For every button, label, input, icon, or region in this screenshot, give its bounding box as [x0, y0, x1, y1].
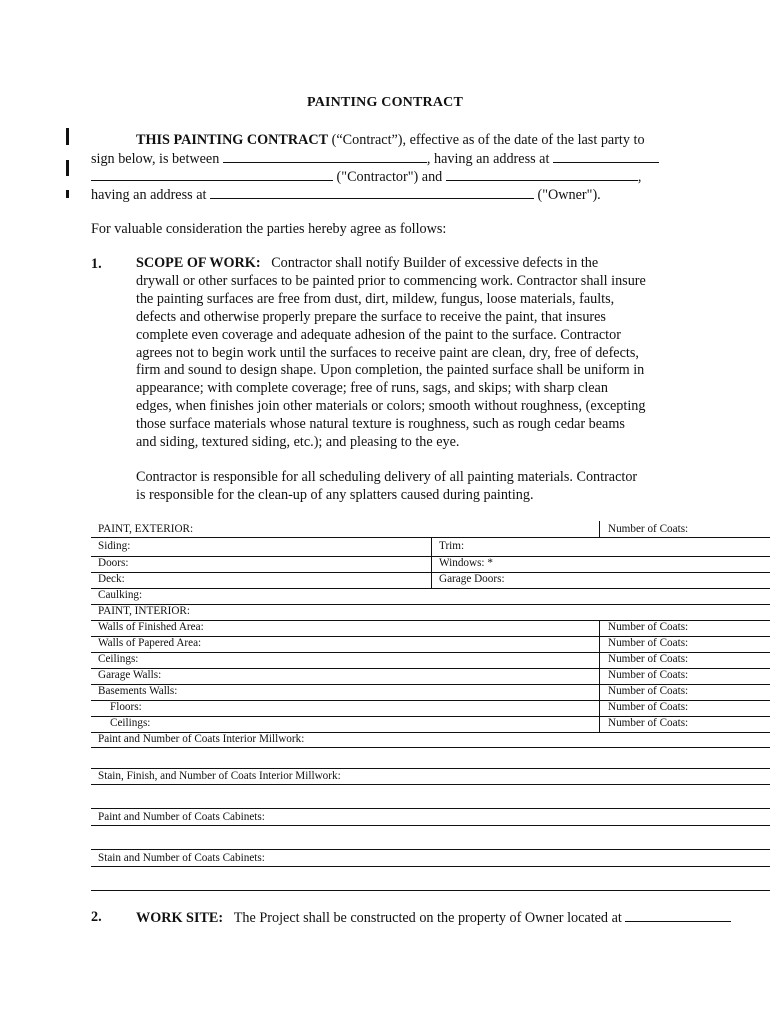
interior-row-label: Walls of Finished Area: [98, 621, 204, 633]
interior-row-coats: Number of Coats: [608, 701, 689, 713]
scope-line: edges, when finishes join other materials or colors; smooth without roughness, (excepting [136, 398, 646, 415]
trim-label: Trim: [439, 540, 465, 552]
doors-label: Doors: [98, 557, 129, 569]
millwork-paint-label: Paint and Number of Coats Interior Millwork: [98, 733, 305, 745]
intro-line2-a: sign below, is between [91, 151, 220, 167]
interior-row-label: Ceilings: [110, 717, 151, 729]
scope-line: defects and otherwise properly prepare the surface to receive the paint, that insures [136, 308, 606, 325]
scope-line: the painting surfaces are free from dust, dirt, mildew, fungus, loose materials, faults, [136, 290, 615, 307]
owner-name-field[interactable] [446, 167, 638, 181]
interior-row-label: Walls of Papered Area: [98, 637, 202, 649]
margin-mark [66, 128, 69, 145]
paint-spec-table [91, 520, 770, 892]
section-1-heading: SCOPE OF WORK: [136, 255, 261, 271]
garage-doors-label: Garage Doors: [439, 573, 505, 585]
intro-line1-text: (“Contract”), effective as of the date of the last party to [328, 132, 645, 148]
section-2-line [136, 908, 731, 927]
owner-address-field[interactable] [210, 185, 534, 199]
scope-line: agrees not to begin work until the surfaces to receive paint are clean, dry, free of defects, [136, 344, 639, 361]
contractor-address-cont-field[interactable] [91, 167, 333, 181]
scope-para2-line: is responsible for the clean-up of any splatters caused during painting. [136, 486, 534, 503]
intro-line3-b: , [637, 169, 642, 185]
intro-line2-b: , having an address at [426, 151, 550, 167]
intro-line3-a: ("Contractor") and [336, 169, 443, 185]
interior-row-coats: Number of Coats: [608, 637, 689, 649]
intro-line-3 [91, 167, 641, 186]
intro-line-1 [136, 131, 645, 149]
exterior-number-of-coats: Number of Coats: [608, 523, 689, 535]
section-1-body [136, 255, 696, 505]
scope-line: those surface materials whose natural texture is roughness, such as rough cedar beams [136, 416, 625, 433]
intro-line4-a: having an address at [91, 187, 207, 203]
scope-line: appearance; with complete coverage; free of runs, sags, and skips; with sharp clean [136, 380, 608, 397]
page-title: PAINTING CONTRACT [307, 95, 463, 110]
paint-interior-header: PAINT, INTERIOR: [98, 605, 190, 617]
margin-mark [66, 190, 69, 198]
intro-bold-lead: THIS PAINTING CONTRACT [136, 132, 329, 148]
intro-line4-b: ("Owner"). [537, 187, 601, 203]
section-2-number: 2. [91, 909, 102, 925]
interior-row-coats: Number of Coats: [608, 653, 689, 665]
intro-line-4 [91, 185, 601, 204]
contractor-address-field[interactable] [553, 149, 659, 163]
interior-row-label: Ceilings: [98, 653, 139, 665]
interior-row-label: Basements Walls: [98, 685, 178, 697]
scope-line: drywall or other surfaces to be painted prior to commencing work. Contractor shall insure [136, 272, 646, 289]
interior-row-coats: Number of Coats: [608, 669, 689, 681]
consideration-text: For valuable consideration the parties hereby agree as follows: [91, 221, 447, 237]
contractor-name-field[interactable] [223, 149, 427, 163]
cabinets-paint-label: Paint and Number of Coats Cabinets: [98, 811, 265, 823]
scope-line: firm and sound to design shape. Upon completion, the painted surface shall be uniform in [136, 362, 645, 379]
intro-line-2 [91, 149, 659, 168]
interior-row-coats: Number of Coats: [608, 717, 689, 729]
interior-row-label: Garage Walls: [98, 669, 162, 681]
millwork-stain-label: Stain, Finish, and Number of Coats Interior Millwork: [98, 770, 341, 782]
windows-label: Windows: * [439, 557, 493, 569]
interior-row-coats: Number of Coats: [608, 685, 689, 697]
siding-label: Siding: [98, 540, 131, 552]
scope-line: SCOPE OF WORK: Contractor shall notify Builder of excessive defects in the [136, 255, 599, 271]
work-site-address-field[interactable] [625, 908, 731, 922]
section-1-number: 1. [91, 256, 102, 272]
caulking-label: Caulking: [98, 589, 143, 601]
deck-label: Deck: [98, 573, 125, 585]
paint-exterior-header: PAINT, EXTERIOR: [98, 523, 194, 535]
section-2-text: The Project shall be constructed on the property of Owner located at [233, 910, 622, 926]
scope-para2-line: Contractor is responsible for all scheduling delivery of all painting materials. Contractor [136, 468, 638, 485]
interior-row-label: Floors: [110, 701, 142, 713]
section-2-heading: WORK SITE: [136, 910, 224, 926]
scope-line: and siding, textured siding, etc.); and pleasing to the eye. [136, 434, 460, 451]
scope-line: complete even coverage and adequate adhesion of the paint to the surface. Contractor [136, 326, 621, 343]
interior-row-coats: Number of Coats: [608, 621, 689, 633]
cabinets-stain-label: Stain and Number of Coats Cabinets: [98, 852, 265, 864]
margin-mark [66, 160, 69, 176]
